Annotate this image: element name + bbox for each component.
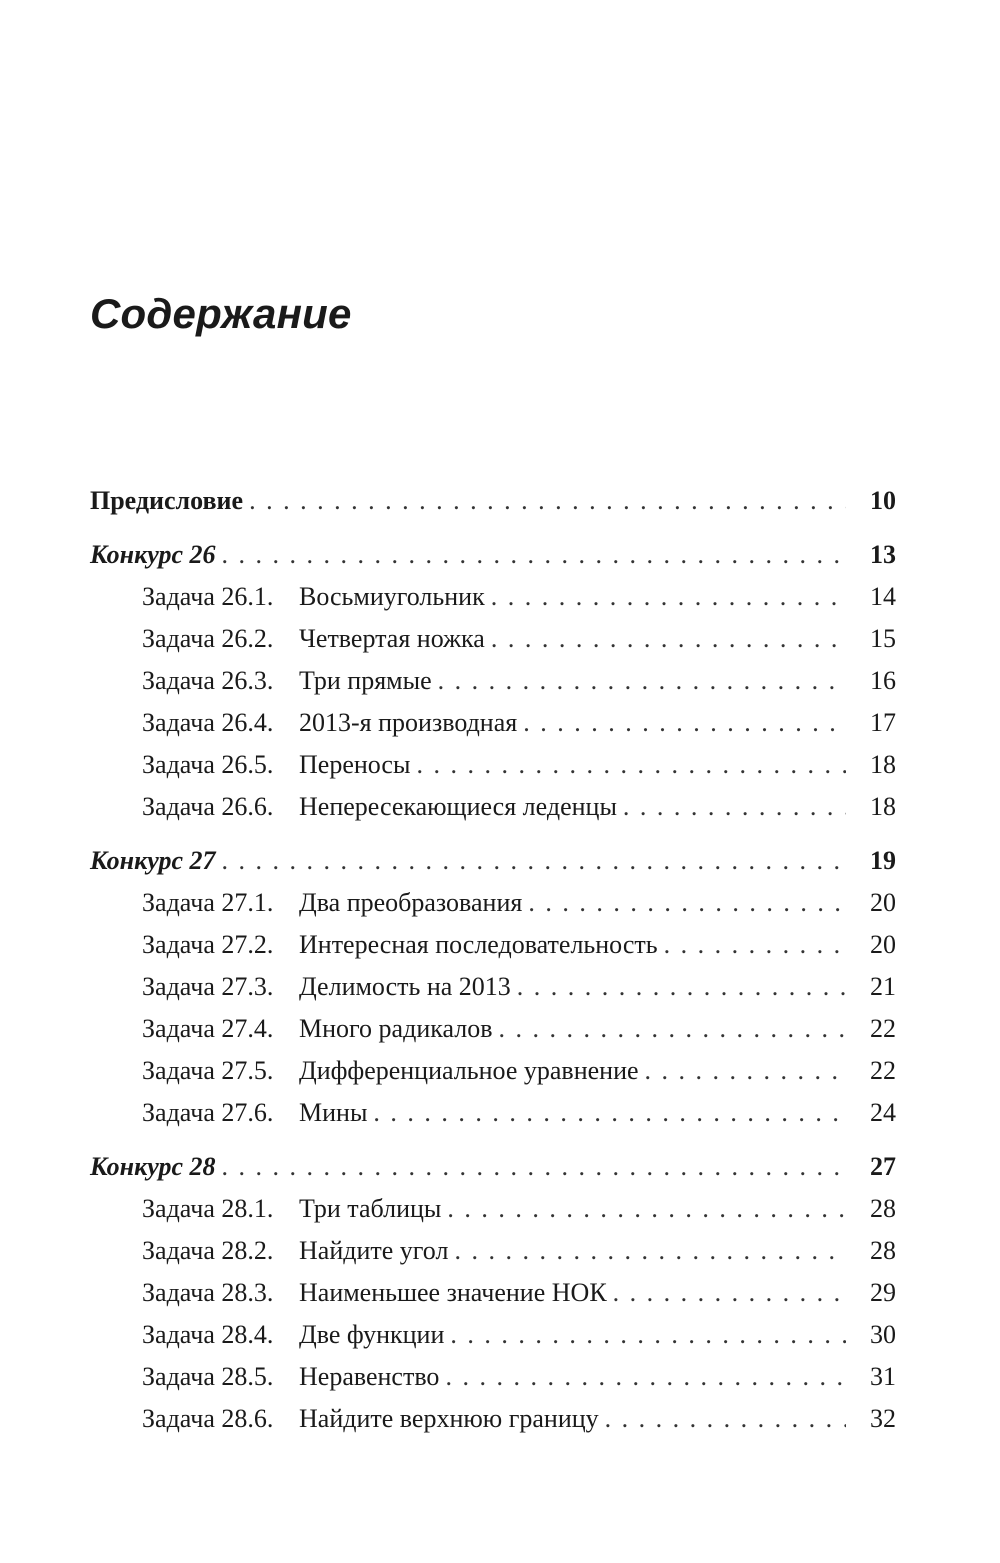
- toc-entry-number: Задача 26.2.: [142, 624, 274, 653]
- dot-leader: [623, 786, 846, 828]
- toc-entry-task[interactable]: [90, 786, 896, 828]
- toc-entry-title: Интересная последовательность: [299, 930, 658, 959]
- toc-entry-page: 31: [870, 1362, 896, 1391]
- toc-entry-task[interactable]: [90, 618, 896, 660]
- toc-entry-number: Задача 28.4.: [142, 1320, 274, 1349]
- dot-leader: [528, 882, 846, 924]
- toc-entry-number: Задача 27.1.: [142, 888, 274, 917]
- dot-leader: [664, 924, 846, 966]
- dot-leader: [222, 840, 847, 882]
- toc-entry-number: Задача 26.6.: [142, 792, 274, 821]
- toc-entry-title: Переносы: [299, 750, 411, 779]
- toc-entry-task[interactable]: [90, 924, 896, 966]
- dot-leader: [645, 1050, 846, 1092]
- toc-entry-number: Задача 26.4.: [142, 708, 274, 737]
- toc-entry-page: 18: [870, 750, 896, 779]
- toc-entry-title: Конкурс 28: [90, 1152, 216, 1181]
- toc-entry-title: Два преобразования: [299, 888, 523, 917]
- toc-entry-page: 13: [870, 540, 896, 569]
- toc-entry-number: Задача 28.5.: [142, 1362, 274, 1391]
- toc-entry-task[interactable]: [90, 1230, 896, 1272]
- toc-entry-number: Задача 28.1.: [142, 1194, 274, 1223]
- toc-entry-title: Две функции: [299, 1320, 445, 1349]
- toc-entry-page: 32: [870, 1404, 896, 1433]
- toc-entry-task[interactable]: [90, 882, 896, 924]
- toc-entry-title: Конкурс 27: [90, 846, 216, 875]
- toc-entry-page: 22: [870, 1056, 896, 1085]
- dot-leader: [416, 744, 846, 786]
- dot-leader: [605, 1398, 846, 1440]
- dot-leader: [249, 480, 846, 522]
- toc-entry-task[interactable]: [90, 1398, 896, 1440]
- toc-entry-number: Задача 28.6.: [142, 1404, 274, 1433]
- toc-entry-page: 20: [870, 930, 896, 959]
- toc-entry-page: 22: [870, 1014, 896, 1043]
- toc-entry-page: 17: [870, 708, 896, 737]
- toc-entry-task[interactable]: [90, 1092, 896, 1134]
- toc-entry-number: Задача 27.5.: [142, 1056, 274, 1085]
- toc-entry-number: Задача 27.2.: [142, 930, 274, 959]
- dot-leader: [523, 702, 846, 744]
- toc-entry-section[interactable]: [90, 1146, 896, 1188]
- toc-entry-title: 2013-я производная: [299, 708, 518, 737]
- toc-entry-task[interactable]: [90, 702, 896, 744]
- toc-entry-page: 21: [870, 972, 896, 1001]
- toc-entry-title: Восьмиугольник: [299, 582, 485, 611]
- toc-entry-number: Задача 27.6.: [142, 1098, 274, 1127]
- toc-entry-task[interactable]: [90, 1188, 896, 1230]
- toc-entry-title: Мины: [299, 1098, 368, 1127]
- toc-entry-title: Дифференциальное уравнение: [299, 1056, 639, 1085]
- dot-leader: [517, 966, 846, 1008]
- dot-leader: [222, 1146, 847, 1188]
- dot-leader: [491, 576, 846, 618]
- toc-entry-task[interactable]: [90, 1314, 896, 1356]
- dot-leader: [491, 618, 846, 660]
- toc-entry-number: Задача 26.3.: [142, 666, 274, 695]
- table-of-contents: [90, 480, 896, 1440]
- toc-entry-task[interactable]: [90, 966, 896, 1008]
- dot-leader: [454, 1230, 846, 1272]
- toc-entry-page: 24: [870, 1098, 896, 1127]
- toc-entry-number: Задача 28.2.: [142, 1236, 274, 1265]
- toc-entry-title: Найдите верхнюю границу: [299, 1404, 599, 1433]
- toc-entry-page: 30: [870, 1320, 896, 1349]
- dot-leader: [613, 1272, 846, 1314]
- toc-entry-page: 16: [870, 666, 896, 695]
- toc-entry-page: 20: [870, 888, 896, 917]
- toc-entry-task[interactable]: [90, 576, 896, 618]
- toc-entry-page: 29: [870, 1278, 896, 1307]
- toc-entry-page: 18: [870, 792, 896, 821]
- toc-entry-title: Неравенство: [299, 1362, 440, 1391]
- toc-entry-page: 19: [870, 846, 896, 875]
- dot-leader: [438, 660, 846, 702]
- dot-leader: [447, 1188, 846, 1230]
- toc-entry-title: Предисловие: [90, 486, 244, 515]
- toc-entry-title: Три таблицы: [299, 1194, 442, 1223]
- dot-leader: [450, 1314, 846, 1356]
- toc-entry-title: Непересекающиеся леденцы: [299, 792, 617, 821]
- toc-entry-page: 15: [870, 624, 896, 653]
- toc-entry-preface[interactable]: [90, 480, 896, 522]
- dot-leader: [499, 1008, 847, 1050]
- toc-entry-task[interactable]: [90, 744, 896, 786]
- toc-entry-page: 27: [870, 1152, 896, 1181]
- toc-entry-section[interactable]: [90, 534, 896, 576]
- toc-entry-section[interactable]: [90, 840, 896, 882]
- toc-entry-task[interactable]: [90, 1272, 896, 1314]
- toc-entry-number: Задача 26.5.: [142, 750, 274, 779]
- toc-entry-task[interactable]: [90, 660, 896, 702]
- toc-entry-task[interactable]: [90, 1008, 896, 1050]
- toc-entry-page: 28: [870, 1236, 896, 1265]
- page-title: Содержание: [90, 290, 352, 337]
- dot-leader: [373, 1092, 846, 1134]
- toc-entry-title: Четвертая ножка: [299, 624, 485, 653]
- dot-leader: [222, 534, 847, 576]
- toc-entry-page: 10: [870, 486, 896, 515]
- toc-entry-title: Найдите угол: [299, 1236, 449, 1265]
- toc-entry-title: Конкурс 26: [90, 540, 216, 569]
- toc-entry-number: Задача 27.3.: [142, 972, 274, 1001]
- toc-entry-page: 28: [870, 1194, 896, 1223]
- toc-entry-number: Задача 26.1.: [142, 582, 274, 611]
- toc-entry-number: Задача 28.3.: [142, 1278, 274, 1307]
- toc-entry-title: Много радикалов: [299, 1014, 493, 1043]
- toc-entry-title: Делимость на 2013: [299, 972, 511, 1001]
- toc-entry-page: 14: [870, 582, 896, 611]
- toc-entry-title: Наименьшее значение НОК: [299, 1278, 607, 1307]
- toc-entry-task[interactable]: [90, 1356, 896, 1398]
- dot-leader: [445, 1356, 846, 1398]
- toc-entry-title: Три прямые: [299, 666, 432, 695]
- toc-entry-number: Задача 27.4.: [142, 1014, 274, 1043]
- toc-entry-task[interactable]: [90, 1050, 896, 1092]
